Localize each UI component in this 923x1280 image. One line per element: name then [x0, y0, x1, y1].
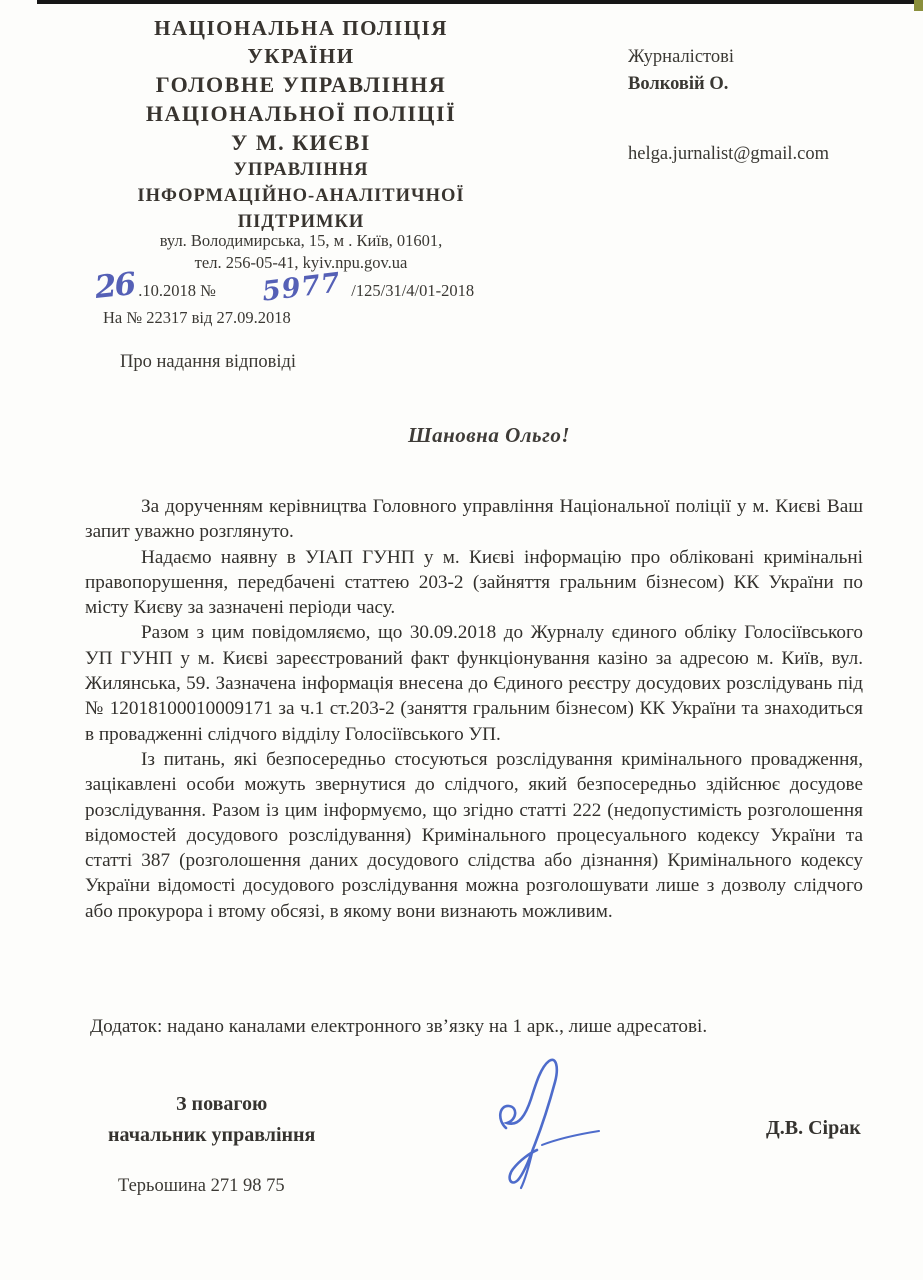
- letterhead-line: НАЦІОНАЛЬНОЇ ПОЛІЦІЇ: [145, 101, 457, 126]
- recipient-title: Журналістові: [628, 47, 734, 67]
- salutation: Шановна Ольго!: [408, 423, 571, 447]
- signature-ink: [478, 1056, 628, 1191]
- incoming-reference-line: На № 22317 від 27.09.2018: [103, 308, 291, 327]
- letterhead-line: ПІДТРИМКИ: [237, 212, 365, 232]
- reference-block: [93, 266, 515, 328]
- address-line-2: тел. 256-05-41, kyiv.npu.gov.ua: [194, 253, 408, 272]
- letterhead-line: УПРАВЛІННЯ: [233, 160, 369, 180]
- printed-date: .10.2018 №: [138, 281, 216, 300]
- recipient-name: Волковій О.: [628, 74, 729, 94]
- recipient-block: [628, 44, 898, 98]
- closing-respectfully: З повагою: [176, 1093, 268, 1115]
- executor-contact: Терьошина 271 98 75: [118, 1176, 285, 1196]
- body-paragraph: Разом з цим повідомляємо, що 30.09.2018 до Журналу єдиного обліку Голосіївського УП ГУНП у м. Києві зареєстрований факт функціонування казіно за адресою м. Київ, вул. Жилянська, 59. Зазначена інформація внесена до Єдиного реєстру досудових розслідувань під № 12018100010009171 за ч.1 ст.203-2 (заняття гральним бізнесом) КК України та знаходиться в провадженні слідчого відділу Голосіївського УП.: [85, 622, 863, 745]
- printed-number-suffix: /125/31/4/01-2018: [351, 281, 475, 300]
- handwritten-outgoing-number: 5977: [260, 267, 343, 308]
- letterhead-line: УКРАЇНИ: [247, 44, 355, 68]
- letterhead-line: ГОЛОВНЕ УПРАВЛІННЯ: [155, 72, 447, 97]
- signatory-name: Д.В. Сірак: [766, 1117, 861, 1139]
- body-paragraph: За дорученням керівництва Головного управління Національної поліції у м. Києві Ваш запит уважно розглянуто.: [85, 496, 863, 543]
- handwritten-day: 26: [93, 266, 136, 306]
- subject-line: Про надання відповіді: [120, 352, 297, 372]
- address-line-1: вул. Володимирська, 15, м . Київ, 01601,: [159, 231, 443, 250]
- letterhead: [95, 14, 507, 235]
- letterhead-line: ІНФОРМАЦІЙНО-АНАЛІТИЧНОЇ: [137, 186, 465, 206]
- letterhead-address: [95, 230, 507, 274]
- closing-block: [108, 1089, 408, 1151]
- body-paragraph: Із питань, які безпосередньо стосуються розслідування кримінального провадження, зацікавлені особи можуть звернутися до слідчого, який безпосередньо здійснює досудове розслідування. Разом із цим інформуємо, що згідно статті 222 (недопустимість розголошення відомостей досудового розслідування) Кримінального процесуального кодексу України та статті 387 (розголошення даних досудового слідства або дізнання) Кримінального кодексу України відомості досудового розслідування можна розголошувати лише з дозволу слідчого або прокурора і втому обсязі, в якому вони визнають можливим.: [85, 748, 863, 922]
- scan-artifact-top-bar: [37, 0, 923, 4]
- recipient-email: helga.jurnalist@gmail.com: [628, 144, 829, 164]
- date-number-line: [93, 266, 515, 308]
- letter-body: [85, 494, 863, 924]
- scan-artifact-corner: [914, 0, 923, 11]
- closing-position: начальник управління: [108, 1124, 316, 1146]
- letterhead-line: У М. КИЄВІ: [231, 130, 371, 155]
- attachment-note: Додаток: надано каналами електронного зв’язку на 1 арк., лише адресатові.: [90, 1016, 708, 1037]
- body-paragraph: Надаємо наявну в УІАП ГУНП у м. Києві інформацію про обліковані кримінальні правопорушення, передбачені статтею 203-2 (зайняття гральним бізнесом) КК України по місту Києву за зазначені періоди часу.: [85, 546, 863, 619]
- letterhead-line: НАЦІОНАЛЬНА ПОЛІЦІЯ: [154, 16, 448, 40]
